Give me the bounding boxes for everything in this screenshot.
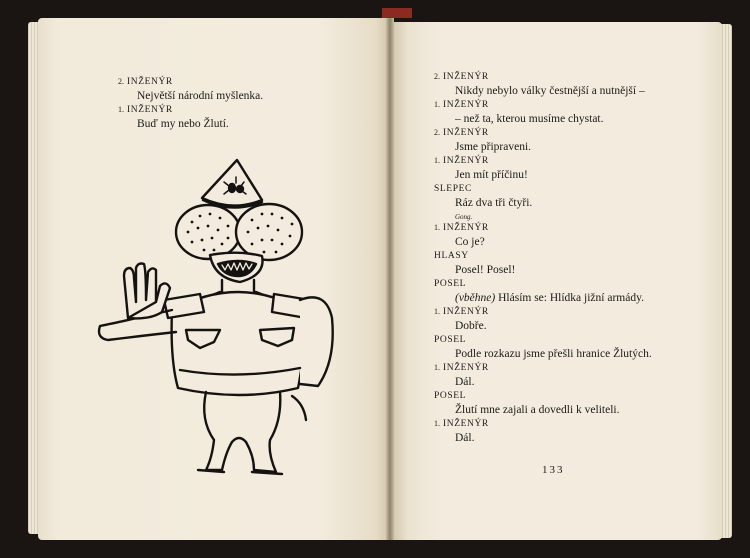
dialogue-line: Dobře. [455, 320, 487, 332]
speaker-line: 1. INŽENÝR [434, 419, 489, 429]
dialogue-line: Ráz dva tři čtyři. [455, 197, 533, 209]
dialogue-line: Dál. [455, 432, 475, 444]
stage-direction: (vběhne) [455, 292, 496, 304]
speaker-line: 1. INŽENÝR [118, 105, 173, 115]
speaker-line: 1. INŽENÝR [434, 363, 489, 373]
speaker-line: 1. INŽENÝR [434, 156, 489, 166]
speaker-line: 1. INŽENÝR [434, 223, 489, 233]
dialogue-line: Co je? [455, 236, 485, 248]
speaker-line: 1. INŽENÝR [434, 100, 489, 110]
speaker-line: 2. INŽENÝR [434, 72, 489, 82]
speaker-line: POSEL [434, 279, 467, 289]
speaker-line: HLASY [434, 251, 469, 261]
speaker-line: 2. INŽENÝR [434, 128, 489, 138]
dialogue-line: Žlutí mne zajali a dovedli k veliteli. [455, 404, 620, 416]
dialogue-line: Největší národní myšlenka. [137, 90, 264, 102]
dialogue-line: Jen mít příčinu! [455, 169, 528, 181]
speaker-line: SLEPEC [434, 184, 472, 194]
dialogue-line: Dál. [455, 376, 475, 388]
speaker-line: 2. INŽENÝR [118, 77, 173, 87]
speaker-line: POSEL [434, 335, 467, 345]
speaker-line: 1. INŽENÝR [434, 307, 489, 317]
dialogue-line: Jsme připraveni. [455, 141, 532, 153]
speaker-line: POSEL [434, 391, 467, 401]
dialogue-line: Nikdy nebylo války čestnější a nutnější – [455, 85, 645, 97]
dialogue-line: Posel! Posel! [455, 264, 516, 276]
dialogue-line: – než ta, kterou musíme chystat. [455, 113, 604, 125]
page-number: 133 [542, 464, 565, 476]
dialogue-line: (vběhne) Hlásím se: Hlídka jižní armády. [455, 292, 644, 304]
dialogue-line: Buď my nebo Žlutí. [137, 118, 229, 130]
dialogue-line: Podle rozkazu jsme přešli hranice Žlutých. [455, 348, 652, 360]
stage-direction: Gong. [455, 213, 473, 221]
